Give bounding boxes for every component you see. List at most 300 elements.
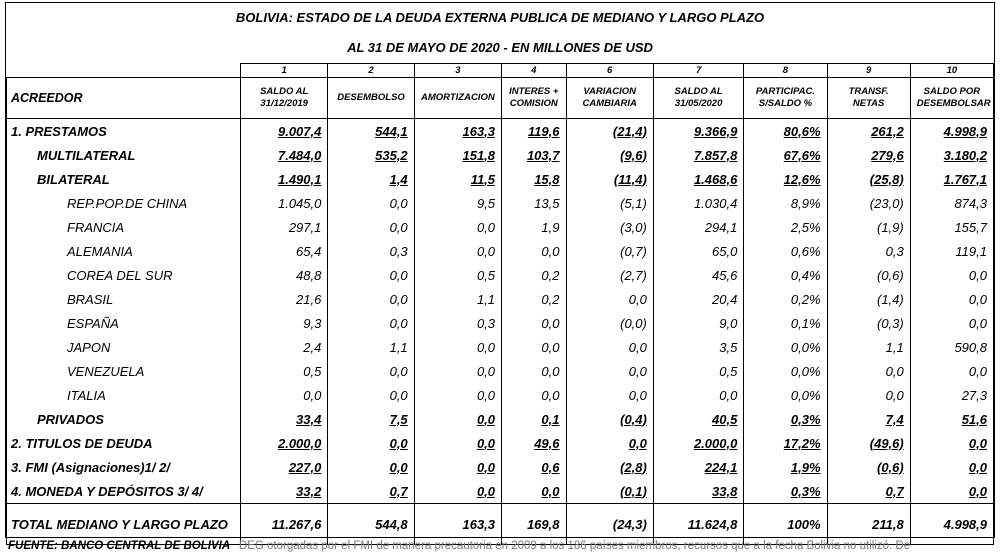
- cell-value-text: 535,2: [375, 147, 408, 163]
- column-number: 7: [653, 64, 743, 78]
- cell-value-text: 227,0: [288, 459, 322, 475]
- cell-value-text: 0,0: [541, 387, 560, 403]
- cell-value: [744, 335, 827, 359]
- column-number: 4: [502, 64, 566, 78]
- cell-value-text: 0,0: [476, 411, 496, 427]
- cell-value: [241, 479, 328, 504]
- column-number: 8: [744, 64, 827, 78]
- cell-value-text: 27,3: [961, 387, 987, 403]
- cell-value-text: 211,8: [872, 516, 904, 532]
- cell-value-text: 7.857,8: [693, 147, 738, 163]
- cell-value: [328, 407, 414, 431]
- row-label: JAPON: [7, 335, 241, 359]
- table-row: [7, 455, 994, 479]
- column-number: 6: [566, 64, 653, 78]
- cell-value: [653, 311, 743, 335]
- row-label: BILATERAL: [7, 167, 241, 191]
- report-title: BOLIVIA: ESTADO DE LA DEUDA EXTERNA PUBLICA DE MEDIANO Y LARGO PLAZO: [235, 10, 765, 25]
- row-label: ITALIA: [7, 383, 241, 407]
- cell-value-text: 0,0: [389, 219, 408, 235]
- cell-value: [414, 479, 501, 504]
- cell-value-text: (11,4): [613, 171, 647, 187]
- cell-value: [414, 143, 501, 167]
- cell-value-text: 874,3: [954, 195, 987, 211]
- cell-value: [827, 263, 910, 287]
- cell-value-text: 0,0: [719, 387, 738, 403]
- debt-table: [6, 63, 994, 545]
- cell-value-text: (49,6): [869, 435, 904, 451]
- row-label: PRIVADOS: [7, 407, 241, 431]
- cell-value: [827, 479, 910, 504]
- cell-value: [827, 215, 910, 239]
- cell-value: [653, 431, 743, 455]
- cell-value: [744, 383, 827, 407]
- row-label: COREA DEL SUR: [7, 263, 241, 287]
- cell-value-text: (23,0): [869, 195, 904, 211]
- cell-value: [653, 455, 743, 479]
- cell-value: [653, 504, 743, 545]
- cell-value-text: 1.490,1: [277, 171, 322, 187]
- column-header: VARIACION CAMBIARIA: [566, 78, 653, 119]
- cell-value: [827, 239, 910, 263]
- column-number: 1: [241, 64, 328, 78]
- cell-value: [328, 215, 414, 239]
- cell-value-text: 0,5: [303, 363, 322, 379]
- row-label: BRASIL: [7, 287, 241, 311]
- cell-value-text: 155,7: [954, 219, 987, 235]
- cell-value: [328, 143, 414, 167]
- cell-value: [414, 335, 501, 359]
- cell-value: [653, 143, 743, 167]
- cell-value: [910, 383, 993, 407]
- cell-value: [414, 263, 501, 287]
- cell-value-text: 0,0: [968, 315, 987, 331]
- cell-value-text: 544,8: [375, 516, 408, 532]
- cell-value: [414, 311, 501, 335]
- cell-value: [910, 191, 993, 215]
- cell-value-text: 0,1%: [790, 315, 821, 331]
- table-row: [7, 383, 994, 407]
- cell-value-text: 0,0: [628, 363, 647, 379]
- cell-value-text: 0,2: [541, 267, 560, 283]
- cell-value: [827, 167, 910, 191]
- cell-value-text: 103,7: [526, 147, 560, 163]
- debt-report-frame: [5, 2, 995, 538]
- cell-value: [328, 311, 414, 335]
- cell-value-text: 0,0: [476, 363, 496, 379]
- row-label: ALEMANIA: [7, 239, 241, 263]
- cell-value-text: 0,0: [541, 315, 560, 331]
- cell-value-text: 9,5: [476, 195, 496, 211]
- cell-value: [653, 215, 743, 239]
- cell-value: [241, 143, 328, 167]
- cell-value-text: 100%: [787, 516, 821, 532]
- cell-value-text: 20,4: [712, 291, 738, 307]
- cell-value: [241, 215, 328, 239]
- cell-value: [328, 167, 414, 191]
- cell-value-text: 224,1: [704, 459, 738, 475]
- cell-value-text: 8,9%: [790, 195, 821, 211]
- cell-value-text: (1,9): [877, 219, 904, 235]
- cell-value: [566, 191, 653, 215]
- cell-value-text: 7,5: [389, 411, 408, 427]
- cell-value-text: 0,2%: [790, 291, 821, 307]
- cell-value-text: 4.998,9: [943, 123, 987, 139]
- table-row: [7, 191, 994, 215]
- cell-value: [566, 263, 653, 287]
- cell-value: [241, 191, 328, 215]
- cell-value: [414, 431, 501, 455]
- cell-value: [744, 311, 827, 335]
- cell-value-text: 151,8: [462, 147, 496, 163]
- cell-value: [744, 359, 827, 383]
- cell-value-text: (9,6): [620, 147, 647, 163]
- row-label: ESPAÑA: [7, 311, 241, 335]
- cell-value: [502, 311, 566, 335]
- cell-value: [241, 359, 328, 383]
- cell-value-text: (24,3): [612, 516, 647, 532]
- cell-value-text: 2,4: [303, 339, 322, 355]
- cell-value-text: (5,1): [620, 195, 647, 211]
- cell-value: [910, 119, 993, 144]
- cell-value-text: 9,3: [303, 315, 322, 331]
- cell-value-text: 0,0: [628, 387, 647, 403]
- cell-value-text: 0,3%: [790, 411, 821, 427]
- cell-value-text: 11.624,8: [687, 516, 738, 532]
- cell-value: [744, 167, 827, 191]
- cell-value: [566, 287, 653, 311]
- cell-value-text: 0,0: [541, 339, 560, 355]
- cell-value: [827, 504, 910, 545]
- cell-value-text: 0,0: [476, 435, 496, 451]
- cell-value-text: 0,0: [541, 363, 560, 379]
- cell-value-text: (1,4): [877, 291, 904, 307]
- cell-value: [566, 119, 653, 144]
- cell-value-text: 0,0: [476, 483, 496, 499]
- table-row: [7, 119, 994, 144]
- cell-value-text: 0,0: [476, 339, 496, 355]
- cell-value-text: 67,6%: [783, 147, 821, 163]
- cell-value-text: 48,8: [296, 267, 322, 283]
- cell-value-text: 11.267,6: [271, 516, 322, 532]
- column-header: SALDO AL 31/12/2019: [241, 78, 328, 119]
- column-header: INTERES + COMISION: [502, 78, 566, 119]
- cell-value: [241, 407, 328, 431]
- cell-value: [566, 167, 653, 191]
- cell-value: [827, 455, 910, 479]
- cell-value-text: 65,0: [712, 243, 738, 259]
- cell-value: [827, 311, 910, 335]
- cell-value: [328, 479, 414, 504]
- cell-value: [910, 479, 993, 504]
- cell-value: [566, 311, 653, 335]
- cell-value-text: 0,1: [541, 411, 560, 427]
- cell-value-text: 261,2: [871, 123, 904, 139]
- cell-value-text: (0,6): [877, 459, 904, 475]
- cell-value: [744, 119, 827, 144]
- cell-value: [827, 431, 910, 455]
- cell-value-text: 0,0: [476, 243, 496, 259]
- cell-value-text: 1,9: [541, 219, 560, 235]
- cell-value-text: 11,5: [470, 171, 496, 187]
- cell-value: [827, 359, 910, 383]
- cell-value-text: 1.468,6: [693, 171, 738, 187]
- cell-value: [653, 191, 743, 215]
- cell-value-text: 9.007,4: [277, 123, 322, 139]
- cell-value: [414, 455, 501, 479]
- cell-value-text: (3,0): [620, 219, 647, 235]
- acreedor-header: ACREEDOR: [7, 78, 241, 119]
- cell-value: [910, 335, 993, 359]
- cell-value: [744, 263, 827, 287]
- cell-value: [328, 359, 414, 383]
- cell-value-text: 1,9%: [790, 459, 821, 475]
- cell-value: [328, 119, 414, 144]
- cell-value: [653, 407, 743, 431]
- cell-value: [328, 431, 414, 455]
- cell-value-text: (0,1): [620, 483, 647, 499]
- cell-value-text: 0,5: [719, 363, 738, 379]
- cell-value-text: 279,6: [871, 147, 904, 163]
- cell-value: [502, 504, 566, 545]
- cell-value: [910, 215, 993, 239]
- column-number: 10: [910, 64, 993, 78]
- cell-value-text: 0,0: [968, 363, 987, 379]
- cell-value: [744, 455, 827, 479]
- cell-value: [910, 359, 993, 383]
- cell-value-text: 0,3: [885, 243, 904, 259]
- cell-value: [502, 335, 566, 359]
- cell-value: [414, 119, 501, 144]
- cell-value-text: 15,8: [534, 171, 560, 187]
- column-header: SALDO POR DESEMBOLSAR: [910, 78, 993, 119]
- cell-value-text: 590,8: [954, 339, 987, 355]
- cell-value-text: 0,0: [476, 459, 496, 475]
- cell-value: [502, 455, 566, 479]
- cell-value-text: 0,0: [628, 291, 647, 307]
- column-header-row: [7, 78, 994, 119]
- cell-value-text: 4.998,9: [943, 516, 987, 532]
- cell-value: [502, 191, 566, 215]
- cell-value-text: 0,0: [389, 267, 408, 283]
- cell-value: [744, 287, 827, 311]
- cell-value-text: 0,0: [968, 267, 987, 283]
- column-number: 2: [328, 64, 414, 78]
- cell-value: [328, 191, 414, 215]
- cell-value: [502, 239, 566, 263]
- cell-value-text: 0,0: [476, 219, 496, 235]
- cell-value: [241, 287, 328, 311]
- cell-value: [328, 504, 414, 545]
- cell-value-text: 49,6: [534, 435, 560, 451]
- cell-value-text: 1,1: [389, 339, 408, 355]
- cell-value-text: 9.366,9: [693, 123, 738, 139]
- cell-value: [502, 431, 566, 455]
- cell-value-text: 0,0: [541, 483, 560, 499]
- total-row: [7, 504, 994, 545]
- cell-value-text: 0,2: [541, 291, 560, 307]
- cell-value: [653, 287, 743, 311]
- cell-value-text: 0,0%: [790, 387, 821, 403]
- cell-value-text: 0,0: [389, 363, 408, 379]
- cell-value-text: 7.484,0: [277, 147, 322, 163]
- cell-value: [653, 263, 743, 287]
- cell-value-text: 0,0: [968, 483, 987, 499]
- cell-value-text: 0,6%: [790, 243, 821, 259]
- cell-value-text: 544,1: [375, 123, 408, 139]
- cell-value: [744, 215, 827, 239]
- cell-value: [653, 119, 743, 144]
- cell-value: [241, 504, 328, 545]
- cell-value-text: 1.045,0: [277, 195, 322, 211]
- cell-value: [653, 239, 743, 263]
- cell-value-text: 119,6: [527, 123, 560, 139]
- cell-value: [827, 143, 910, 167]
- cell-value-text: (25,8): [869, 171, 904, 187]
- cell-value-text: 0,5: [476, 267, 496, 283]
- table-row: [7, 143, 994, 167]
- cell-value-text: 0,6: [541, 459, 560, 475]
- cell-value: [910, 311, 993, 335]
- row-label: MULTILATERAL: [7, 143, 241, 167]
- column-number-blank: [7, 64, 241, 78]
- cell-value: [910, 239, 993, 263]
- cell-value-text: 0,0: [389, 459, 408, 475]
- cell-value-text: 0,3: [476, 315, 496, 331]
- cell-value: [566, 431, 653, 455]
- cell-value: [744, 191, 827, 215]
- cell-value: [502, 143, 566, 167]
- cell-value: [241, 239, 328, 263]
- cell-value-text: 0,3: [389, 243, 408, 259]
- cell-value-text: 0,0: [389, 315, 408, 331]
- cell-value: [910, 287, 993, 311]
- cell-value: [744, 407, 827, 431]
- cell-value: [653, 359, 743, 383]
- cell-value-text: 0,0: [628, 339, 647, 355]
- table-row: [7, 287, 994, 311]
- cell-value: [502, 383, 566, 407]
- table-row: [7, 263, 994, 287]
- cell-value: [566, 479, 653, 504]
- cell-value-text: 33,2: [296, 483, 322, 499]
- cell-value-text: 0,0: [389, 387, 408, 403]
- cell-value-text: 1.767,1: [943, 171, 987, 187]
- cell-value-text: 163,3: [462, 516, 496, 532]
- table-row: [7, 431, 994, 455]
- table-row: [7, 359, 994, 383]
- cell-value-text: 119,1: [955, 243, 987, 259]
- row-label: 4. MONEDA Y DEPÓSITOS 3/ 4/: [7, 479, 241, 504]
- cell-value: [910, 431, 993, 455]
- cell-value: [414, 407, 501, 431]
- row-label: TOTAL MEDIANO Y LARGO PLAZO: [7, 504, 241, 545]
- cell-value-text: 2,5%: [790, 219, 821, 235]
- footer: [8, 540, 910, 552]
- column-header: SALDO AL 31/05/2020: [653, 78, 743, 119]
- cell-value-text: 0,0: [968, 291, 987, 307]
- cell-value-text: 0,7: [389, 483, 408, 499]
- cell-value: [910, 407, 993, 431]
- footer-note: DEG otorgadas por el FMI de manera precautoria en 2009 a los 186 países miembros, recursos que a la fecha Bolivia no utilizó. De: [238, 540, 911, 552]
- cell-value: [502, 287, 566, 311]
- cell-value: [241, 119, 328, 144]
- report-subtitle: AL 31 DE MAYO DE 2020 - EN MILLONES DE USD: [347, 40, 653, 55]
- cell-value: [566, 383, 653, 407]
- cell-value-text: 3,5: [719, 339, 738, 355]
- cell-value-text: 169,8: [526, 516, 560, 532]
- row-label: 1. PRESTAMOS: [7, 119, 241, 144]
- cell-value: [414, 383, 501, 407]
- cell-value: [566, 239, 653, 263]
- cell-value-text: (0,6): [877, 267, 904, 283]
- cell-value: [827, 407, 910, 431]
- cell-value: [827, 335, 910, 359]
- table-row: [7, 311, 994, 335]
- cell-value: [566, 215, 653, 239]
- cell-value: [502, 479, 566, 504]
- cell-value: [241, 263, 328, 287]
- cell-value-text: 33,8: [712, 483, 738, 499]
- cell-value: [241, 383, 328, 407]
- cell-value-text: 0,0: [885, 387, 904, 403]
- cell-value-text: 51,6: [961, 411, 987, 427]
- cell-value: [653, 335, 743, 359]
- cell-value-text: 1,4: [389, 171, 408, 187]
- cell-value: [744, 504, 827, 545]
- cell-value: [566, 504, 653, 545]
- cell-value-text: 0,7: [885, 483, 904, 499]
- cell-value: [414, 359, 501, 383]
- cell-value: [744, 479, 827, 504]
- cell-value: [827, 119, 910, 144]
- cell-value: [744, 239, 827, 263]
- cell-value-text: 0,0: [968, 459, 987, 475]
- row-label: 2. TITULOS DE DEUDA: [7, 431, 241, 455]
- table-row: [7, 167, 994, 191]
- cell-value-text: 3.180,2: [943, 147, 987, 163]
- cell-value: [566, 407, 653, 431]
- cell-value-text: 0,4%: [790, 267, 821, 283]
- cell-value-text: 45,6: [712, 267, 738, 283]
- cell-value: [653, 167, 743, 191]
- column-header: AMORTIZACION: [414, 78, 501, 119]
- table-row: [7, 215, 994, 239]
- cell-value: [328, 263, 414, 287]
- cell-value: [502, 119, 566, 144]
- cell-value: [827, 191, 910, 215]
- table-row: [7, 407, 994, 431]
- cell-value-text: 0,0: [389, 195, 408, 211]
- cell-value-text: 0,0: [885, 363, 904, 379]
- cell-value: [241, 335, 328, 359]
- cell-value: [241, 167, 328, 191]
- table-row: [7, 479, 994, 504]
- cell-value-text: 33,4: [296, 411, 322, 427]
- debt-table-body: [7, 119, 994, 545]
- cell-value-text: 297,1: [288, 219, 322, 235]
- cell-value: [910, 167, 993, 191]
- cell-value-text: 0,0: [541, 243, 560, 259]
- row-label: REP.POP.DE CHINA: [7, 191, 241, 215]
- cell-value: [328, 287, 414, 311]
- table-row: [7, 335, 994, 359]
- column-number: 3: [414, 64, 501, 78]
- cell-value-text: 1,1: [476, 291, 496, 307]
- row-label: 3. FMI (Asignaciones)1/ 2/: [7, 455, 241, 479]
- cell-value-text: 163,3: [462, 123, 496, 139]
- cell-value: [502, 263, 566, 287]
